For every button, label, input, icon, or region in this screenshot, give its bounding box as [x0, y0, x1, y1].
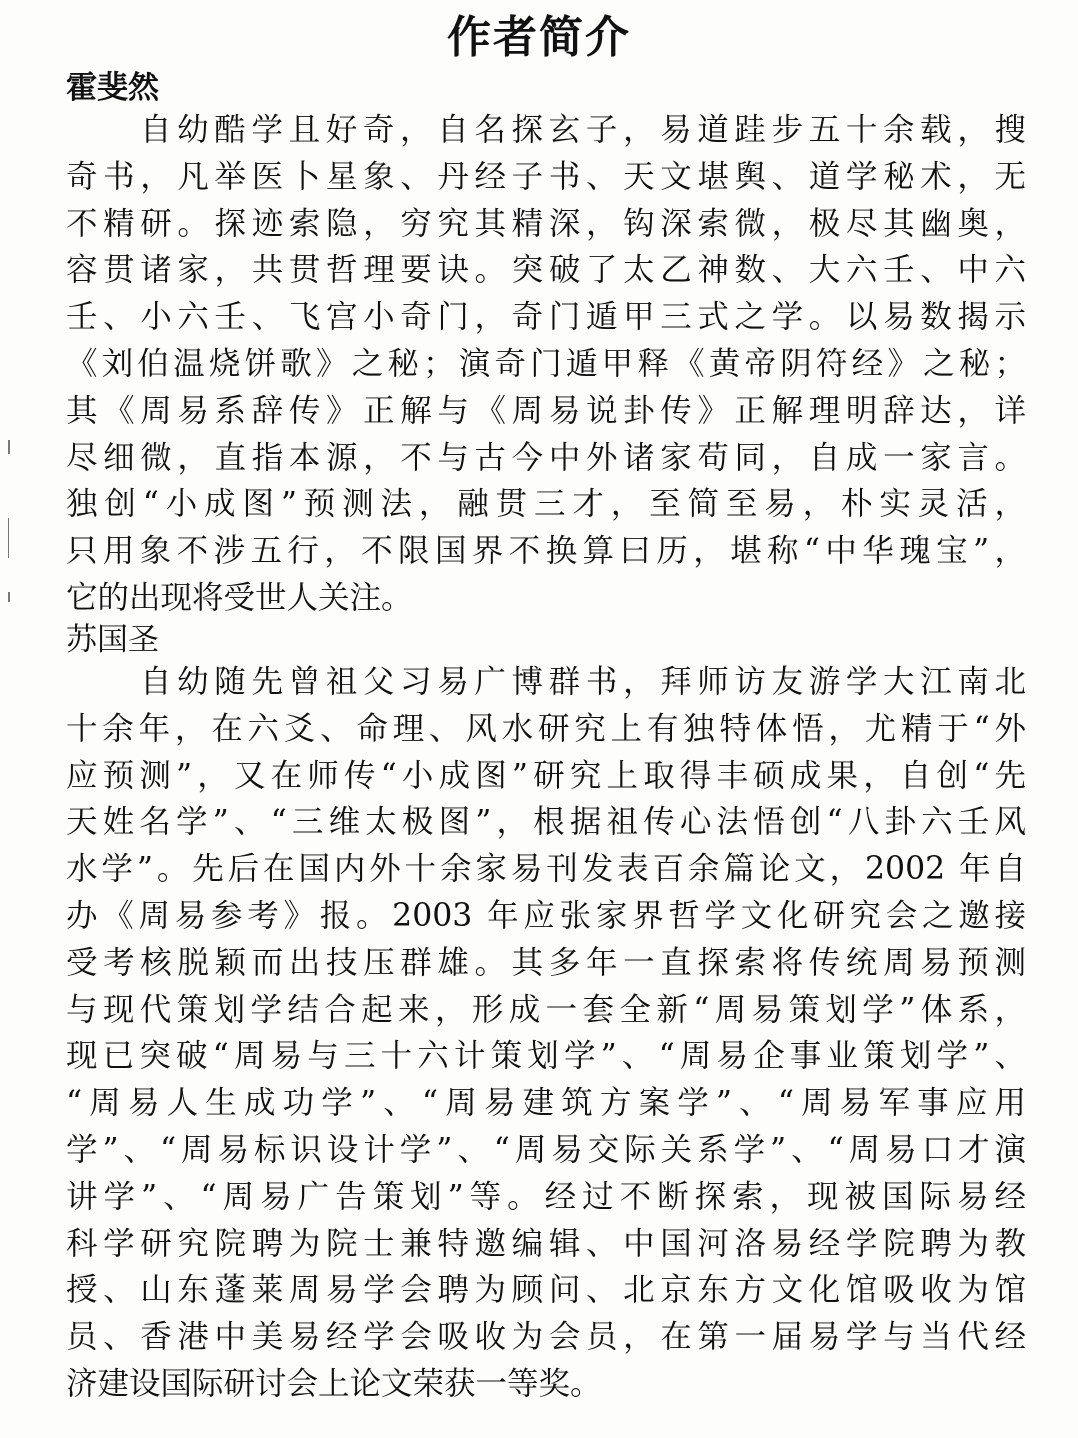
text-line: 十余年，在六爻、命理、风水研究上有独特体悟，尤精于“外	[66, 710, 1026, 747]
text-line: 应预测”，又在师传“小成图”研究上取得丰硕成果，自创“先	[66, 757, 1026, 794]
text-line: 学”、“周易标识设计学”、“周易交际关系学”、“周易口才演	[66, 1131, 1026, 1168]
text-line: 讲学”、“周易广告策划”等。经过不断探索，现被国际易经	[66, 1178, 1026, 1215]
text-line: 不精研。探迹索隐，穷究其精深，钩深索微，极尽其幽奥，	[66, 205, 1026, 242]
text-line: 容贯诸家，共贯哲理要诀。突破了太乙神数、大六壬、中六	[66, 252, 1026, 289]
text-line: 水学”。先后在国内外十余家易刊发表百余篇论文，2002 年自	[66, 851, 1026, 888]
text-line: 与现代策划学结合起来，形成一套全新“周易策划学”体系，	[66, 991, 1026, 1028]
text-line: 天姓名学”、“三维太极图”，根据祖传心法悟创“八卦六壬风	[66, 804, 1026, 841]
text-line: “周易人生成功学”、“周易建筑方案学”、“周易军事应用	[66, 1085, 1026, 1122]
author-bio-1	[66, 107, 1026, 622]
text-line: 办《周易参考》报。2003 年应张家界哲学文化研究会之邀接	[66, 897, 1026, 934]
text-line: 受考核脱颖而出技压群雄。其多年一直探索将传统周易预测	[66, 944, 1026, 981]
author-name-1: 霍斐然	[66, 70, 159, 106]
text-line: 尽细微，直指本源，不与古今中外诸家苟同，自成一家言。	[66, 439, 1026, 476]
text-line: 它的出现将受世人关注。	[66, 579, 413, 616]
margin-scan-mark	[8, 440, 10, 454]
text-line: 授、山东蓬莱周易学会聘为顾问、北京东方文化馆吸收为馆	[66, 1272, 1026, 1309]
author-bio-2	[66, 659, 1026, 1408]
text-line: 自幼酷学且好奇，自名探玄子，易道跬步五十余载，搜	[140, 112, 1026, 148]
text-line: 现已突破“周易与三十六计策划学”、“周易企事业策划学”、	[66, 1038, 1026, 1075]
text-line: 奇书，凡举医卜星象、丹经子书、天文堪舆、道学秘术，无	[66, 158, 1026, 195]
text-line: 济建设国际研讨会上论文荣获一等奖。	[66, 1365, 602, 1402]
text-line: 独创“小成图”预测法，融贯三才，至简至易，朴实灵活，	[66, 486, 1026, 523]
text-line: 自幼随先曾祖父习易广博群书，拜师访友游学大江南北	[140, 664, 1026, 700]
margin-scan-mark	[8, 592, 10, 602]
text-line: 员、香港中美易经学会吸收为会员，在第一届易学与当代经	[66, 1319, 1026, 1356]
text-line: 《刘伯温烧饼歌》之秘；演奇门遁甲释《黄帝阴符经》之秘；	[66, 345, 1026, 382]
text-line: 其《周易系辞传》正解与《周易说卦传》正解理明辞达，详	[66, 392, 1026, 429]
text-line: 科学研究院聘为院士兼特邀编辑、中国河洛易经学院聘为教	[66, 1225, 1026, 1262]
margin-scan-mark	[8, 518, 9, 558]
author-name-2: 苏国圣	[66, 622, 159, 658]
text-line: 壬、小六壬、飞宫小奇门，奇门遁甲三式之学。以易数揭示	[66, 299, 1026, 336]
page-title: 作者简介	[447, 12, 631, 63]
text-line: 只用象不涉五行，不限国界不换算曰历，堪称“中华瑰宝”，	[66, 533, 1026, 570]
